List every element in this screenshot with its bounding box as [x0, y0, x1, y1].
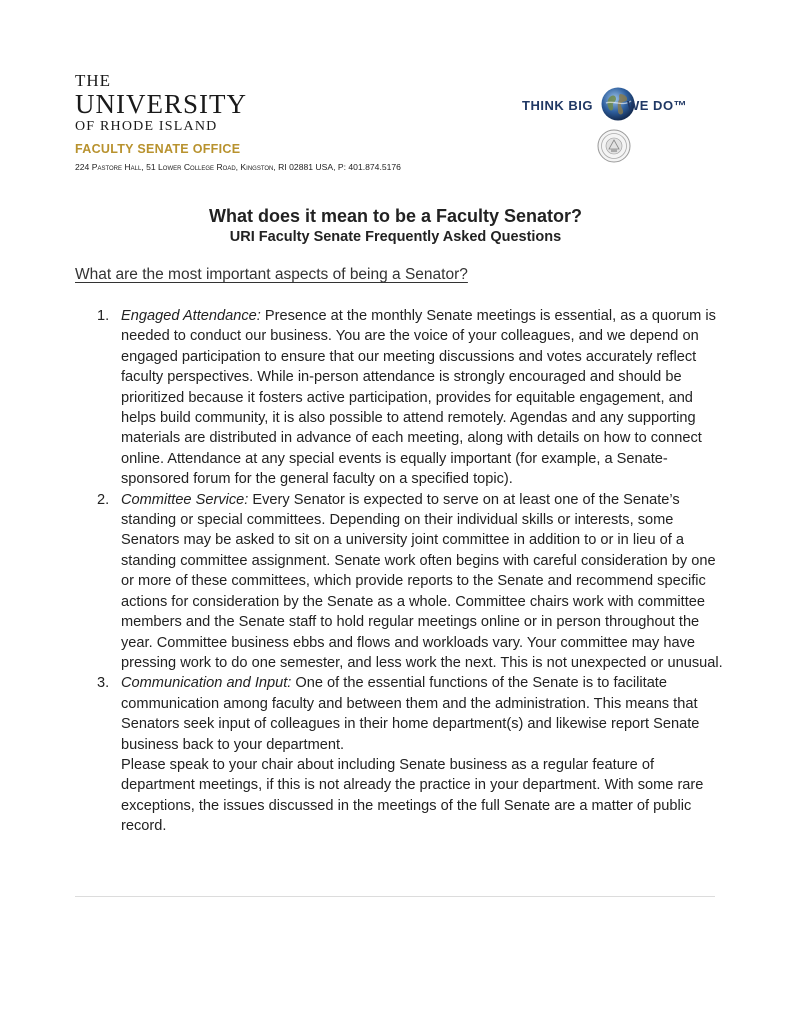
- item-lead: Committee Service:: [121, 491, 249, 508]
- tagline-think-big: THINK BIG: [522, 98, 593, 113]
- item-paragraph: [121, 673, 725, 755]
- item-number: 1.: [97, 308, 110, 324]
- item-paragraph: Please speak to your chair about including Senate business as a regular feature of department meetings, if this is not already the practice in your department. With some rare exceptions, the issues discussed in the meetings of the full Senate are a matter of public record.: [121, 756, 704, 835]
- tagline: [520, 87, 735, 127]
- item-number: 2.: [97, 491, 110, 508]
- letterhead: [75, 72, 735, 182]
- item-text: Every Senator is expected to serve on at least one of the Senate’s standing or special committees. Depending on their individual skills or interests, some Senators may be asked to sit on a university joint committee in addition to or in lieu of a standing committee assignment. Senate work often begins with careful consideration by one or more of these committees, which provide reports to the Senate and recommend specific actions for consideration by the Senate as a whole. Committee chairs work with committee members and the Senate staff to hold regular meetings online or in person throughout the year. Committee business ebbs and flows and workloads vary. Your committee may have pressing work to do one semester, and less work the next. This is not unexpected or unusual.: [121, 491, 723, 671]
- logo-university: UNIVERSITY: [75, 89, 247, 119]
- item-paragraph: [121, 490, 725, 674]
- university-logo: [75, 72, 247, 136]
- item-lead: Communication and Input:: [121, 675, 292, 692]
- logo-of-rhode-island: OF RHODE ISLAND: [75, 119, 218, 134]
- logo-the: THE: [75, 71, 112, 90]
- item-text: One of the essential functions of the Senate is to facilitate communication among faculty and between them and the administration. This means that Senators seek input of colleagues in their home department(s) and likewise report Senate business back to your department.: [121, 675, 700, 753]
- page-subtitle: URI Faculty Senate Frequently Asked Questions: [229, 229, 562, 245]
- list-item: [75, 673, 725, 836]
- item-paragraph: [121, 306, 725, 490]
- university-seal-icon: [597, 129, 631, 163]
- item-lead: Engaged Attendance:: [121, 308, 261, 324]
- office-name: FACULTY SENATE OFFICE: [75, 142, 241, 156]
- tagline-we-do: WE DO™: [627, 98, 688, 113]
- section-heading: What are the most important aspects of being a Senator?: [75, 266, 468, 283]
- divider: [75, 896, 715, 897]
- document-titles: [0, 205, 791, 247]
- item-text: Presence at the monthly Senate meetings is essential, as a quorum is needed to conduct our business. You are the voice of your colleagues, and we depend on engaged participation to ensure that our meeting discussions and votes accurately reflect faculty perspectives. While in-person attendance is strongly encouraged and should be prioritized because it fosters active participation, provides for equitable engagement, and helps build community, it is also possible to attend remotely. Agendas and any supporting materials are distributed in advance of each meeting, along with details on how to connect online. Attendance at any special events is equally important (for example, a Senate-sponsored forum for the general faculty on a specified topic).: [121, 308, 716, 488]
- faq-list: [75, 306, 725, 837]
- item-number: 3.: [97, 675, 110, 692]
- list-item: [75, 490, 725, 674]
- list-item: [75, 306, 725, 490]
- page-title: What does it mean to be a Faculty Senator?: [208, 206, 583, 226]
- office-address: 224 Pastore Hall, 51 Lower College Road, Kingston, RI 02881 USA, P: 401.874.5176: [75, 162, 401, 172]
